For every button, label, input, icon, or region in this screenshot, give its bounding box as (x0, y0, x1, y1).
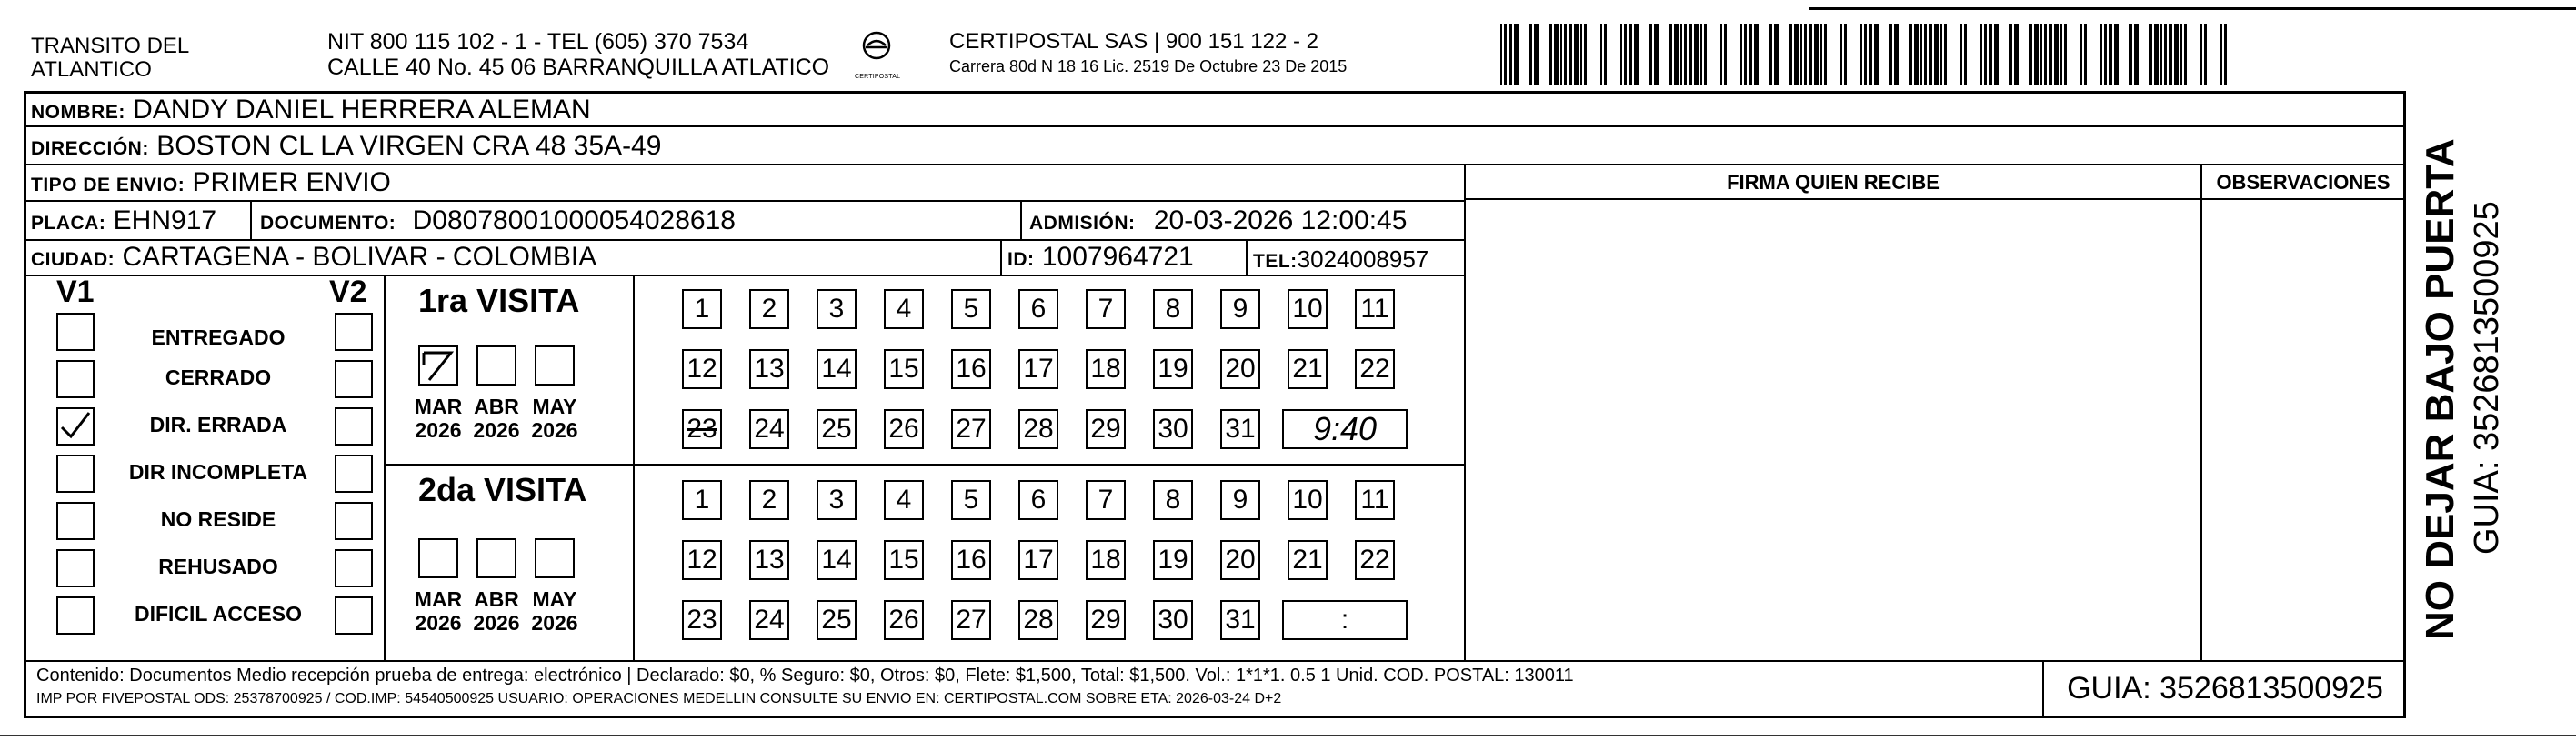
day-box[interactable]: 15 (884, 349, 924, 389)
status-option-label: REHUSADO (158, 555, 278, 578)
barcode-bar (1674, 24, 1679, 85)
day-box[interactable]: 29 (1086, 409, 1126, 449)
sender-name (31, 35, 189, 82)
admission-label: ADMISIÓN: (1029, 213, 1136, 234)
name-label: NOMBRE: (31, 102, 125, 123)
day-box[interactable]: 16 (951, 349, 991, 389)
tel-label: TEL: (1253, 251, 1298, 272)
barcode-bar (1754, 24, 1759, 85)
cell-divider (1246, 240, 1248, 275)
v2-checkbox[interactable] (335, 502, 373, 540)
barcode-bar (1569, 24, 1572, 85)
barcode-bar (2200, 24, 2202, 85)
barcode-bar (1809, 24, 1812, 85)
barcode-bar (2204, 24, 2207, 85)
cell-divider (250, 202, 252, 239)
v2-checkbox[interactable] (335, 549, 373, 587)
day-box[interactable]: 4 (884, 480, 924, 520)
day-box[interactable]: 26 (884, 409, 924, 449)
shipping-type-label: TIPO DE ENVIO: (31, 175, 185, 195)
cell-divider (1000, 240, 1002, 275)
day-box[interactable]: 5 (951, 480, 991, 520)
barcode-bar (1914, 24, 1919, 85)
logo-text: CERTIPOSTAL (855, 74, 901, 80)
barcode-bar (1509, 24, 1512, 85)
barcode-bar (1624, 24, 1627, 85)
v2-label: V2 (329, 275, 367, 309)
day-box[interactable]: 13 (749, 349, 789, 389)
courier-line-1: CERTIPOSTAL SAS | 900 151 122 - 2 (949, 29, 1318, 54)
day-box[interactable]: 31 (1220, 600, 1260, 640)
month-checkbox[interactable] (476, 538, 516, 578)
day-box[interactable]: 18 (1086, 349, 1126, 389)
barcode-bar (1574, 24, 1579, 85)
day-box[interactable]: 22 (1355, 540, 1395, 580)
barcode-bar (1700, 24, 1702, 85)
barcode-bar (1889, 24, 1892, 85)
barcode-bar (1629, 24, 1632, 85)
visit-divider (633, 275, 635, 660)
barcode-bar (1820, 24, 1822, 85)
shipping-type-field (31, 167, 391, 201)
barcode-bar (2014, 24, 2019, 85)
barcode (1500, 24, 2228, 85)
barcode-bar (1864, 24, 1867, 85)
barcode-bar (1894, 24, 1899, 85)
barcode-bar (1694, 24, 1699, 85)
id-label: ID: (1007, 249, 1035, 270)
barcode-bar (2049, 24, 2052, 85)
month-label: ABR 2026 (473, 587, 520, 635)
barcode-bar (1560, 24, 1562, 85)
barcode-bar (1800, 24, 1802, 85)
barcode-bar (1534, 24, 1539, 85)
tel-value: 3024008957 (1297, 245, 1429, 273)
barcode-bar (1840, 24, 1842, 85)
sender-address: CALLE 40 No. 45 06 BARRANQUILLA ATLATICO (327, 55, 830, 80)
barcode-bar (1604, 24, 1607, 85)
status-option-label: NO RESIDE (160, 507, 276, 531)
second-visit-time-box[interactable]: : (1282, 600, 1408, 640)
day-box[interactable]: 13 (749, 540, 789, 580)
month-checkbox[interactable] (476, 345, 516, 386)
address-field (31, 131, 661, 165)
day-box[interactable]: 23 (682, 600, 722, 640)
barcode-bar (1749, 24, 1752, 85)
day-box[interactable]: 14 (817, 349, 857, 389)
barcode-bar (1824, 24, 1827, 85)
month-label: MAR 2026 (414, 395, 463, 442)
observations-area[interactable] (2204, 202, 2402, 658)
day-box[interactable]: 18 (1086, 540, 1126, 580)
document-label: DOCUMENTO: (260, 213, 396, 234)
day-box[interactable]: 12 (682, 349, 722, 389)
signature-header: FIRMA QUIEN RECIBE (1727, 171, 1940, 194)
barcode-bar (1584, 24, 1587, 85)
plate-value: EHN917 (113, 205, 217, 235)
day-box[interactable]: 21 (1288, 540, 1328, 580)
barcode-bar (1669, 24, 1672, 85)
city-value: CARTAGENA - BOLIVAR - COLOMBIA (122, 242, 597, 272)
day-box[interactable]: 25 (817, 600, 857, 640)
day-box[interactable]: 21 (1288, 349, 1328, 389)
barcode-bar (1944, 24, 1947, 85)
footer-content: Contenido: Documentos Medio recepción prueba de entrega: electrónico | Declarado: $0, % Seguro: $0, Otros: $0, Flete: $1,500, Total: $1,500. Vol.: 1*1*1. 0.5 1 Unid. COD. POSTAL: 130011 (36, 666, 1574, 686)
day-box[interactable]: 9 (1220, 289, 1260, 329)
barcode-bar (1654, 24, 1659, 85)
barcode-bar (2064, 24, 2067, 85)
barcode-bar (2029, 24, 2032, 85)
day-box[interactable]: 29 (1086, 600, 1126, 640)
barcode-bar (1740, 24, 1742, 85)
sender-info (327, 29, 829, 80)
day-box[interactable]: 26 (884, 600, 924, 640)
day-box[interactable]: 23 (682, 409, 722, 449)
day-box[interactable]: 12 (682, 540, 722, 580)
signature-area[interactable] (1468, 202, 2199, 658)
day-box[interactable]: 20 (1220, 540, 1260, 580)
first-visit-time-box[interactable]: 9:40 (1282, 409, 1408, 449)
id-field (1007, 242, 1194, 275)
barcode-bar (2080, 24, 2082, 85)
barcode-bar (1924, 24, 1927, 85)
day-box[interactable]: 2 (749, 289, 789, 329)
month-checkbox[interactable] (418, 538, 458, 578)
day-box[interactable]: 14 (817, 540, 857, 580)
barcode-bar (1689, 24, 1692, 85)
barcode-bar (1789, 24, 1792, 85)
footer-divider (25, 660, 2404, 662)
day-box[interactable]: 27 (951, 600, 991, 640)
barcode-bar (2034, 24, 2039, 85)
barcode-bar (1814, 24, 1819, 85)
name-value: DANDY DANIEL HERRERA ALEMAN (133, 95, 591, 125)
admission-field (1029, 205, 1407, 239)
barcode-bar (1929, 24, 1932, 85)
barcode-bar (2044, 24, 2047, 85)
month-checkbox[interactable] (535, 345, 575, 386)
barcode-bar (1620, 24, 1622, 85)
day-box[interactable]: 9 (1220, 480, 1260, 520)
barcode-bar (1724, 24, 1727, 85)
row-divider (25, 239, 1466, 241)
barcode-bar (2009, 24, 2012, 85)
barcode-bar (2054, 24, 2059, 85)
day-box[interactable]: 28 (1018, 409, 1058, 449)
name-field (31, 95, 591, 128)
day-box[interactable]: 15 (884, 540, 924, 580)
barcode-bar (1704, 24, 1707, 85)
day-box[interactable]: 20 (1220, 349, 1260, 389)
barcode-bar (1680, 24, 1682, 85)
day-box[interactable]: 8 (1153, 289, 1193, 329)
barcode-bar (1634, 24, 1639, 85)
barcode-bar (1769, 24, 1772, 85)
barcode-bar (2084, 24, 2087, 85)
barcode-bar (1874, 24, 1879, 85)
barcode-bar (1984, 24, 1987, 85)
footer-imp: IMP POR FIVEPOSTAL ODS: 25378700925 / COD.IMP: 54540500925 USUARIO: OPERACIONES MEDELLIN CONSULTE SU ENVIO EN: CERTIPOSTAL.COM SOBRE ETA: 2026-03-24 D+2 (36, 691, 1282, 706)
day-box[interactable]: 25 (817, 409, 857, 449)
barcode-bar (1964, 24, 1967, 85)
certipostal-logo (855, 27, 901, 80)
day-box[interactable]: 4 (884, 289, 924, 329)
barcode-bar (1940, 24, 1942, 85)
day-box[interactable]: 24 (749, 600, 789, 640)
barcode-bar (2164, 24, 2167, 85)
v2-checkbox[interactable] (335, 313, 373, 351)
day-box[interactable]: 31 (1220, 409, 1260, 449)
id-value: 1007964721 (1041, 242, 1194, 272)
status-option-label: CERRADO (165, 365, 272, 389)
barcode-bar (1564, 24, 1567, 85)
barcode-bar (1980, 24, 1982, 85)
day-box[interactable]: 19 (1153, 540, 1193, 580)
courier-line-2: Carrera 80d N 18 16 Lic. 2519 De Octubre 23 De 2015 (949, 57, 1348, 75)
barcode-bar (1934, 24, 1939, 85)
day-box[interactable]: 17 (1018, 349, 1058, 389)
day-box[interactable]: 7 (1086, 480, 1126, 520)
day-box[interactable]: 6 (1018, 289, 1058, 329)
barcode-bar (1504, 24, 1507, 85)
sender-line-1: TRANSITO DEL (31, 34, 190, 58)
city-label: CIUDAD: (31, 249, 115, 270)
barcode-bar (2100, 24, 2102, 85)
barcode-bar (2169, 24, 2172, 85)
barcode-bar (2109, 24, 2112, 85)
barcode-bar (2134, 24, 2139, 85)
address-label: DIRECCIÓN: (31, 138, 149, 159)
day-box[interactable]: 6 (1018, 480, 1058, 520)
sender-line-2: ATLANTICO (31, 57, 152, 82)
barcode-bar (1774, 24, 1779, 85)
barcode-bar (1989, 24, 1992, 85)
day-box[interactable]: 10 (1288, 289, 1328, 329)
barcode-bar (1869, 24, 1872, 85)
status-option-label: DIFICIL ACCESO (134, 602, 302, 626)
day-box[interactable]: 11 (1355, 289, 1395, 329)
side-warning: NO DEJAR BAJO PUERTA (2418, 138, 2462, 640)
barcode-bar (1920, 24, 1922, 85)
tel-field (1253, 244, 1428, 277)
document-value: D08078001000054028618 (412, 205, 736, 235)
day-box[interactable]: 28 (1018, 600, 1058, 640)
barcode-bar (1720, 24, 1722, 85)
barcode-bar (1860, 24, 1862, 85)
side-guia: GUIA: 3526813500925 (2468, 201, 2506, 555)
day-box[interactable]: 3 (817, 289, 857, 329)
barcode-bar (2154, 24, 2159, 85)
month-label: MAR 2026 (414, 587, 463, 635)
day-box[interactable]: 30 (1153, 409, 1193, 449)
visit-row-divider (386, 464, 1464, 466)
shipping-type-value: PRIMER ENVIO (192, 167, 391, 197)
barcode-bar (1580, 24, 1582, 85)
day-box[interactable]: 19 (1153, 349, 1193, 389)
day-box[interactable]: 30 (1153, 600, 1193, 640)
observations-header: OBSERVACIONES (2216, 171, 2391, 194)
courier-info (949, 29, 1347, 78)
barcode-bar (2114, 24, 2119, 85)
row-divider (1466, 198, 2404, 200)
barcode-bar (1804, 24, 1807, 85)
barcode-bar (1794, 24, 1799, 85)
status-divider (384, 275, 386, 660)
barcode-bar (1549, 24, 1552, 85)
barcode-bar (1994, 24, 1999, 85)
address-value: BOSTON CL LA VIRGEN CRA 48 35A-49 (156, 131, 662, 161)
bottom-rule (0, 735, 2576, 736)
signature-column-left (1464, 164, 1466, 660)
v2-checkbox[interactable] (335, 407, 373, 446)
first-visit-title: 1ra VISITA (418, 282, 580, 319)
day-box[interactable]: 22 (1355, 349, 1395, 389)
month-checkbox[interactable] (418, 345, 458, 386)
barcode-bar (1844, 24, 1847, 85)
day-box[interactable]: 7 (1086, 289, 1126, 329)
barcode-bar (1744, 24, 1747, 85)
plate-label: PLACA: (31, 213, 106, 234)
status-option-label: DIR INCOMPLETA (128, 460, 308, 484)
barcode-bar (1514, 24, 1519, 85)
barcode-bar (2104, 24, 2107, 85)
admission-value: 20-03-2026 12:00:45 (1153, 205, 1408, 235)
barcode-bar (1554, 24, 1559, 85)
day-box[interactable]: 24 (749, 409, 789, 449)
barcode-bar (2160, 24, 2162, 85)
v2-checkbox[interactable] (335, 455, 373, 493)
barcode-bar (1500, 24, 1502, 85)
barcode-bar (2180, 24, 2182, 85)
city-field (31, 242, 596, 275)
barcode-bar (2184, 24, 2187, 85)
barcode-bar (1529, 24, 1532, 85)
barcode-bar (2040, 24, 2042, 85)
day-box[interactable]: 27 (951, 409, 991, 449)
barcode-bar (2149, 24, 2152, 85)
barcode-bar (2220, 24, 2222, 85)
v2-checkbox[interactable] (335, 596, 373, 635)
barcode-bar (1649, 24, 1652, 85)
footer-divider-vertical (2042, 662, 2044, 716)
status-option-label: ENTREGADO (151, 325, 286, 349)
status-option-label: DIR. ERRADA (149, 413, 287, 436)
month-label: MAY 2026 (531, 587, 578, 635)
barcode-bar (1960, 24, 1962, 85)
plate-field (31, 205, 216, 239)
observations-column-left (2200, 164, 2202, 660)
top-rule (1809, 7, 2576, 10)
barcode-bar (2060, 24, 2062, 85)
day-box[interactable]: 16 (951, 540, 991, 580)
nit-line: NIT 800 115 102 - 1 - TEL (605) 370 7534 (327, 29, 749, 55)
month-checkbox[interactable] (535, 538, 575, 578)
footer-guia: GUIA: 3526813500925 (2067, 671, 2383, 706)
day-box[interactable]: 2 (749, 480, 789, 520)
day-box[interactable]: 1 (682, 480, 722, 520)
document-field (260, 205, 736, 239)
day-box[interactable]: 8 (1153, 480, 1193, 520)
day-box[interactable]: 10 (1288, 480, 1328, 520)
cell-divider (1020, 202, 1022, 239)
day-box[interactable]: 11 (1355, 480, 1395, 520)
day-box[interactable]: 3 (817, 480, 857, 520)
day-box[interactable]: 5 (951, 289, 991, 329)
barcode-bar (2129, 24, 2132, 85)
barcode-bar (1600, 24, 1602, 85)
v1-label: V1 (56, 275, 95, 309)
v2-checkbox[interactable] (335, 360, 373, 398)
second-visit-title: 2da VISITA (418, 471, 587, 508)
barcode-bar (2224, 24, 2227, 85)
barcode-bar (2174, 24, 2179, 85)
barcode-bar (1909, 24, 1912, 85)
month-label: ABR 2026 (473, 395, 520, 442)
barcode-bar (1684, 24, 1687, 85)
day-box[interactable]: 17 (1018, 540, 1058, 580)
day-box[interactable]: 1 (682, 289, 722, 329)
month-label: MAY 2026 (531, 395, 578, 442)
